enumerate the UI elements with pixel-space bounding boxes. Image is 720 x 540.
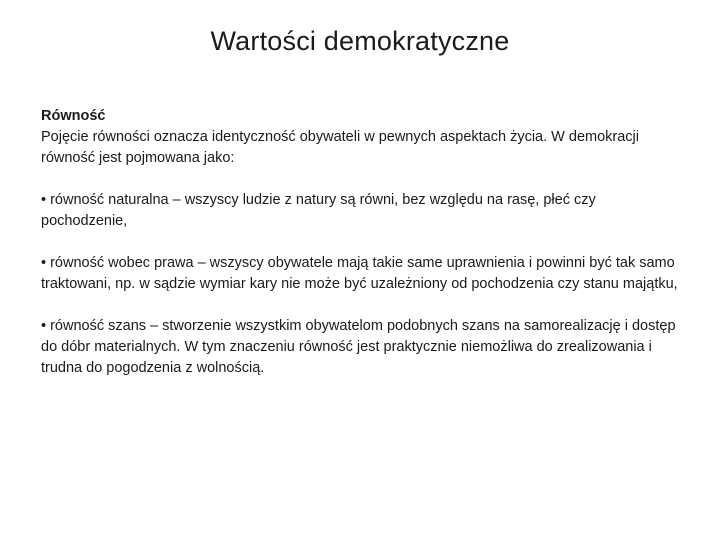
bullet-item-natural-equality: • równość naturalna – wszyscy ludzie z natury są równi, bez względu na rasę, płeć czy pochodzenie, <box>41 192 596 229</box>
bullet-item-legal-equality: • równość wobec prawa – wszyscy obywatele mają takie same uprawnienia i powinni być tak samo traktowani, np. w sądzie wymiar kary nie może być uzależniony od pochodzenia czy stanu majątku, <box>41 255 678 292</box>
section-heading: Równość <box>41 108 106 124</box>
slide-title: Wartości demokratyczne <box>210 26 510 56</box>
intro-paragraph: Pojęcie równości oznacza identyczność obywateli w pewnych aspektach życia. W demokracji równość jest pojmowana jako: <box>41 129 639 166</box>
slide-content <box>41 106 681 379</box>
bullet-item-equal-opportunity: • równość szans – stworzenie wszystkim obywatelom podobnych szans na samorealizację i dostęp do dóbr materialnych. W tym znaczeniu równość jest praktycznie niemożliwa do zrealizowania i trudna do pogodzenia z wolnością. <box>41 318 676 376</box>
